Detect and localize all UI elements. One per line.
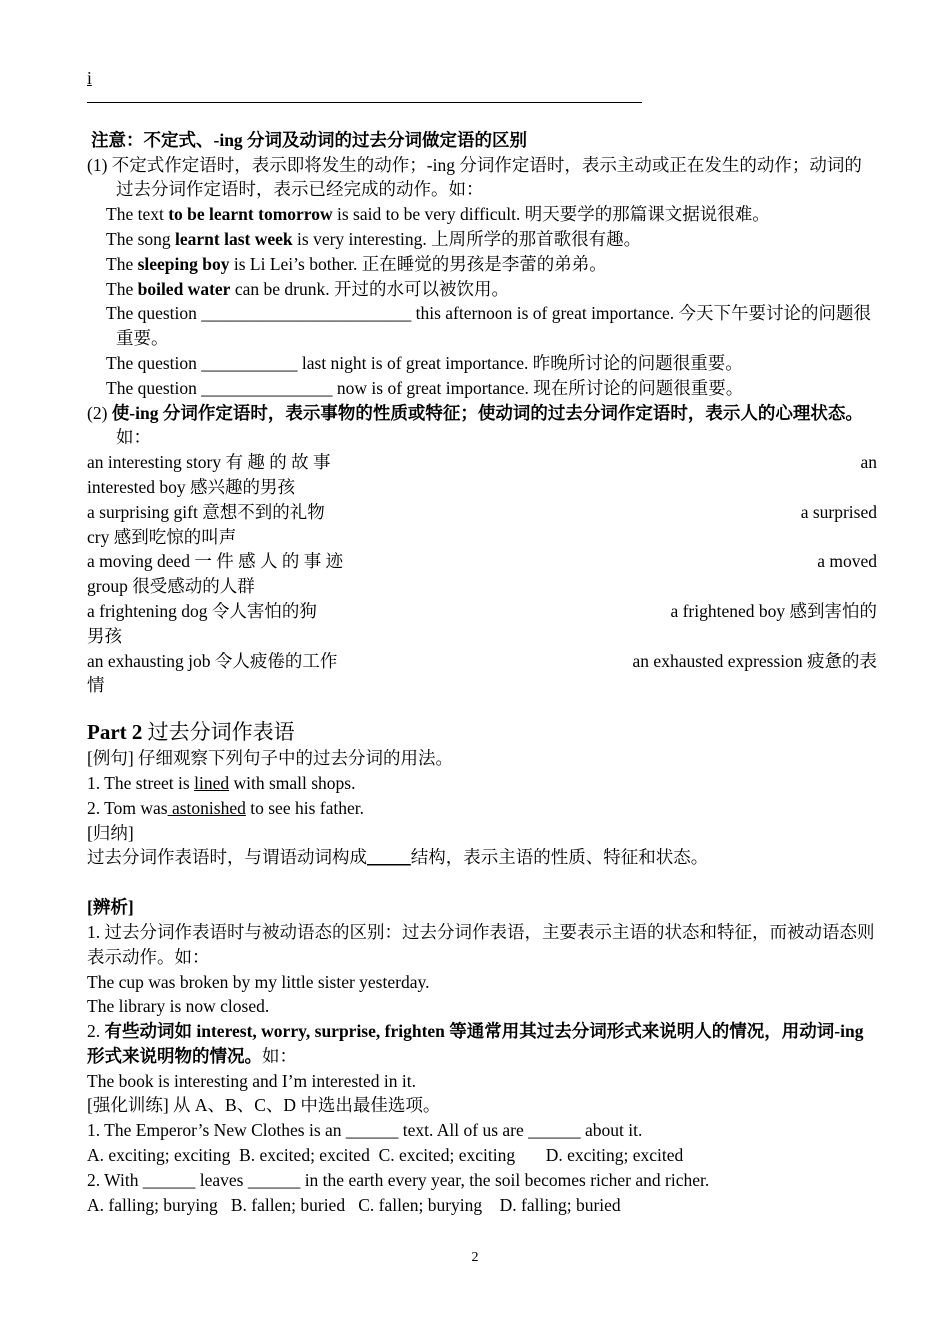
pair-right: a frightened boy 感到害怕的 [670,600,877,621]
example-sentence [87,202,877,227]
summary-blank: _____ [367,847,411,868]
example-sentence [87,252,877,277]
section-title [87,718,877,746]
example-sentence: The book is interesting and I’m interested in it. [87,1070,417,1091]
question-1: 1. The Emperor’s New Clothes is an ______ text. All of us are ______ about it. [87,1120,643,1141]
example-text: The [106,253,138,274]
question-2: 2. With ______ leaves ______ in the earth every year, the soil becomes richer and richer. [87,1169,710,1190]
analysis-point-1: 1. 过去分词作表语时与被动语态的区别：过去分词作表语，主要表示主语的状态和特征，而被动语态则表示动作。如： [87,921,875,967]
pair-row [87,549,877,574]
fill-blank-sentence: The question ___________ last night is of great importance. 昨晚所讨论的问题很重要。 [106,352,743,373]
section-title-en: Part 2 [87,720,148,745]
underlined-word: lined [194,772,230,793]
pair-row [87,649,877,674]
top-marker: i [87,68,92,88]
pair-left: an exhausting job 令人疲倦的工作 [87,650,338,671]
pair-wrap: interested boy 感兴趣的男孩 [87,476,296,497]
example-text: 2. Tom was [87,797,168,818]
section-title-cn: 过去分词作表语 [147,720,295,745]
fill-blank-sentence: The question ________________________ this afternoon is of great importance. 今天下午要讨论的问题很重要。 [106,303,872,349]
spacer [87,870,877,895]
example-text: The [106,278,138,299]
example-emphasis: sleeping boy [137,253,230,274]
example-emphasis: learnt last week [175,228,293,249]
pair-wrap: 情 [87,675,105,696]
analysis-label: [辨析] [87,897,134,918]
horizontal-rule [87,102,642,103]
analysis-suffix: 如： [262,1045,297,1066]
pair-right: a surprised [800,501,877,522]
example-text: to see his father. [245,797,364,818]
point2-prefix: (2) [87,402,112,423]
pair-right: an exhausted expression 疲惫的表 [632,650,877,671]
pair-left: a moving deed 一 件 感 人 的 事 迹 [87,551,344,572]
pair-wrap: cry 感到吃惊的叫声 [87,526,237,547]
page-number: 2 [471,1250,479,1265]
pair-left: a frightening dog 令人害怕的狗 [87,600,317,621]
pair-row [87,450,877,475]
example-text: is said to be very difficult. 明天要学的那篇课文据说很难。 [332,204,770,225]
summary-label: [归纳] [87,822,134,843]
example-emphasis: boiled water [137,278,231,299]
example-sentence [87,796,877,821]
question-1-options: A. exciting; exciting B. excited; excited C. excited; exciting D. exciting; excited [87,1145,684,1166]
point2-intro [87,401,877,451]
point1-intro: (1) 不定式作定语时，表示即将发生的动作；-ing 分词作定语时，表示主动或正在发生的动作；动词的过去分词作定语时，表示已经完成的动作。如： [87,154,862,200]
summary-text [87,845,877,870]
example-text: 1. The street is [87,772,195,793]
analysis-rule: 有些动词如 interest, worry, surprise, frighten 等通常用其过去分词形式来说明人的情况，用动词-ing 形式来说明物的情况。 [87,1021,864,1066]
notice-title: 注意：不定式、-ing 分词及动词的过去分词做定语的区别 [91,129,528,150]
pair-wrap: group 很受感动的人群 [87,576,255,597]
adjective-pair-list [87,450,877,698]
example-emphasis: to be learnt tomorrow [168,204,333,225]
pair-wrap: 男孩 [87,625,122,646]
point2-rule: 使-ing 分词作定语时，表示事物的性质或特征；使动词的过去分词作定语时，表示人的心理状态。 [111,402,863,423]
pair-left: an interesting story 有 趣 的 故 事 [87,452,331,473]
example-text: with small shops. [229,772,356,793]
pair-right: a moved [817,551,877,572]
example-sentence: The cup was broken by my little sister yesterday. [87,971,430,992]
summary-part: 过去分词作表语时，与谓语动词构成 [87,847,367,868]
question-2-options: A. falling; burying B. fallen; buried C. fallen; burying D. falling; buried [87,1194,621,1215]
example-text: is very interesting. 上周所学的那首歌很有趣。 [292,228,642,249]
example-sentence [87,227,877,252]
document-page [87,66,877,1217]
summary-part: 结构，表示主语的性质、特征和状态。 [410,847,709,868]
fill-blank-sentence: The question _______________ now is of great importance. 现在所讨论的问题很重要。 [106,377,744,398]
example-text: is Li Lei’s bother. 正在睡觉的男孩是李蕾的弟弟。 [229,253,607,274]
pair-row [87,500,877,525]
pair-left: a surprising gift 意想不到的礼物 [87,501,325,522]
example-sentence: The library is now closed. [87,996,270,1017]
example-text: can be drunk. 开过的水可以被饮用。 [230,278,509,299]
underlined-word: astonished [167,797,246,818]
analysis-number: 2. [87,1021,105,1042]
practice-label: [强化训练] 从 A、B、C、D 中选出最佳选项。 [87,1095,441,1116]
example-sentence [87,771,877,796]
pair-right: an [860,452,877,473]
example-text: The song [106,228,176,249]
point2-suffix: 如： [116,427,151,448]
analysis-point-2 [87,1019,877,1069]
example-label: [例句] 仔细观察下列句子中的过去分词的用法。 [87,748,454,769]
example-text: The text [106,204,169,225]
pair-row [87,599,877,624]
example-sentence [87,277,877,302]
